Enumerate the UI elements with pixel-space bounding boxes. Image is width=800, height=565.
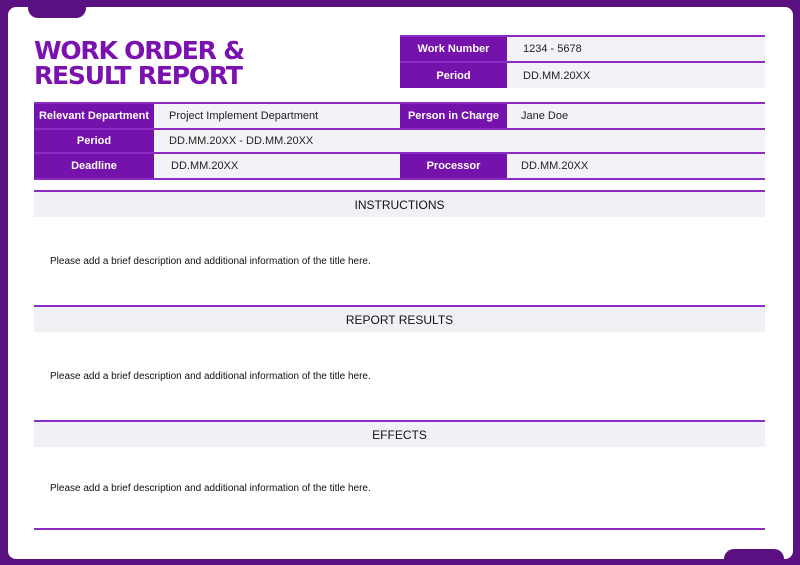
report-results-heading: REPORT RESULTS: [34, 307, 765, 332]
report-title-line1: WORK ORDER &: [34, 36, 244, 65]
processor-value: DD.MM.20XX: [507, 154, 765, 178]
work-number-row: [400, 37, 765, 61]
frame-tab-bottom: [724, 549, 784, 565]
header-period-row: [400, 63, 765, 88]
effects-heading: EFFECTS: [34, 422, 765, 447]
info-row-period: [34, 130, 765, 152]
work-number-value: 1234 - 5678: [507, 37, 765, 61]
relevant-department-value: Project Implement Department: [154, 104, 400, 128]
report-title: [34, 38, 244, 88]
deadline-label: Deadline: [34, 154, 154, 178]
report-results-text: Please add a brief description and additional information of the title here.: [50, 371, 371, 382]
person-in-charge-value: Jane Doe: [507, 104, 765, 128]
instructions-text: Please add a brief description and additional information of the title here.: [50, 256, 371, 267]
info-row-deadline: [34, 154, 765, 178]
info-period-label: Period: [34, 130, 154, 152]
processor-label: Processor: [400, 154, 507, 178]
instructions-heading: INSTRUCTIONS: [34, 192, 765, 217]
info-row-department: [34, 104, 765, 128]
person-in-charge-label: Person in Charge: [400, 104, 507, 128]
work-number-label: Work Number: [400, 37, 507, 61]
frame-tab-top: [28, 7, 86, 18]
info-period-value: DD.MM.20XX - DD.MM.20XX: [154, 130, 765, 152]
report-title-line2: RESULT REPORT: [34, 61, 242, 90]
header-period-value: DD.MM.20XX: [507, 63, 765, 88]
header-period-label: Period: [400, 63, 507, 88]
effects-bottom-line: [34, 528, 765, 530]
effects-text: Please add a brief description and additional information of the title here.: [50, 483, 371, 494]
relevant-department-label: Relevant Department: [34, 104, 154, 128]
info-bottom-line: [34, 178, 765, 180]
deadline-value: DD.MM.20XX: [154, 154, 400, 178]
